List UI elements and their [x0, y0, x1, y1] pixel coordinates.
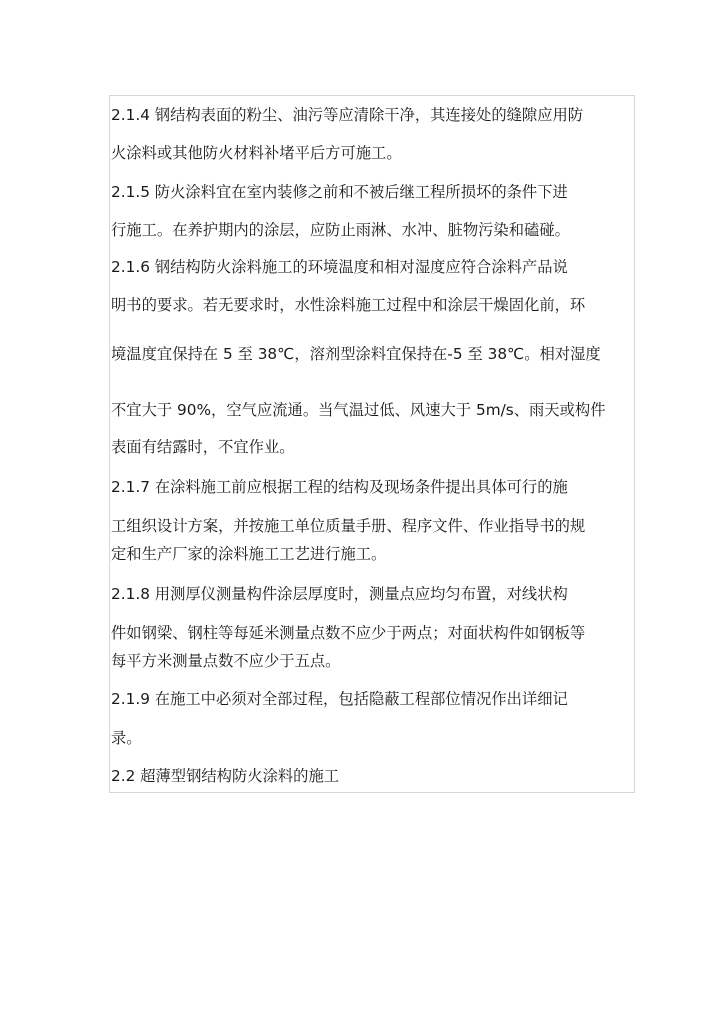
text-line-2-1-4-a: 2.1.4 钢结构表面的粉尘、油污等应清除干净，其连接处的缝隙应用防 [111, 106, 584, 124]
text-line-2-1-7-c: 定和生产厂家的涂料施工工艺进行施工。 [111, 545, 387, 563]
document-text-box [109, 95, 635, 793]
section-heading-2-2: 2.2 超薄型钢结构防火涂料的施工 [111, 767, 340, 785]
text-line-2-1-7-b: 工组织设计方案，并按施工单位质量手册、程序文件、作业指导书的规 [111, 517, 586, 535]
text-line-2-1-4-b: 火涂料或其他防火材料补堵平后方可施工。 [111, 144, 402, 162]
text-line-2-1-8-c: 每平方米测量点数不应少于五点。 [111, 652, 341, 670]
text-line-2-1-6-b: 明书的要求。若无要求时，水性涂料施工过程中和涂层干燥固化前，环 [111, 296, 586, 314]
text-line-2-1-9-b: 录。 [111, 729, 142, 747]
text-line-2-1-5-a: 2.1.5 防火涂料宜在室内装修之前和不被后继工程所损坏的条件下进 [111, 183, 568, 201]
text-line-2-1-8-a: 2.1.8 用测厚仪测量构件涂层厚度时，测量点应均匀布置，对线状构 [111, 585, 568, 603]
text-line-2-1-9-a: 2.1.9 在施工中必须对全部过程，包括隐蔽工程部位情况作出详细记 [111, 690, 568, 708]
text-line-2-1-7-a: 2.1.7 在涂料施工前应根据工程的结构及现场条件提出具体可行的施 [111, 478, 568, 496]
text-line-2-1-8-b: 件如钢梁、钢柱等每延米测量点数不应少于两点；对面状构件如钢板等 [111, 624, 586, 642]
text-line-2-1-6-c: 境温度宜保持在 5 至 38℃，溶剂型涂料宜保持在-5 至 38℃。相对湿度 [111, 345, 601, 363]
text-line-2-1-5-b: 行施工。在养护期内的涂层，应防止雨淋、水冲、脏物污染和磕碰。 [111, 221, 570, 239]
text-line-2-1-6-d: 不宜大于 90%，空气应流通。当气温过低、风速大于 5m/s、雨天或构件 [111, 401, 606, 419]
text-line-2-1-6-a: 2.1.6 钢结构防火涂料施工的环境温度和相对湿度应符合涂料产品说 [111, 258, 568, 276]
text-line-2-1-6-e: 表面有结露时，不宜作业。 [111, 438, 295, 456]
